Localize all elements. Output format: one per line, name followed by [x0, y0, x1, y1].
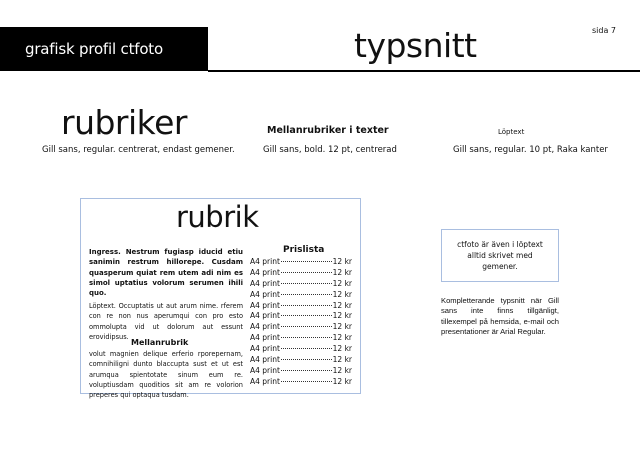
sample-ingress: Ingress. Nestrum fugiasp iducid etiu sanimin restrum hillorepe. Cusdam quasperum quiat rem utem adi nim es simol uptatius volorum serumen ihili quo.	[89, 248, 243, 298]
price-item-label: A4 print	[250, 289, 280, 299]
page-title: typsnitt	[354, 26, 477, 65]
price-item-value: 12 kr	[332, 322, 352, 332]
price-item-label: A4 print	[250, 257, 280, 266]
column-caption-mellanrubriker: Gill sans, bold. 12 pt, centrerad	[263, 145, 397, 155]
price-item-label: A4 print	[250, 311, 280, 321]
price-dot-leader	[281, 381, 332, 382]
sample-body: Löptext. Occuptatis ut aut arum nime. rferem con re non nus aperumqui con pro esto ommolupta vid ut dolorum aut essunt erovidipsus.	[89, 302, 243, 341]
price-item-label: A4 print	[250, 300, 280, 310]
price-dot-leader	[281, 272, 332, 273]
header-rule	[208, 70, 640, 72]
price-row	[250, 377, 352, 388]
price-row	[250, 279, 352, 290]
arial-note-text: Kompletterande typsnitt när Gill sans inte finns tillgänligt, tillexempel på hemsida, e-mail och presentationer är Arial Regular.	[441, 296, 559, 336]
price-dot-leader	[281, 283, 332, 284]
price-dot-leader	[281, 348, 332, 349]
price-item-label: A4 print	[250, 355, 280, 365]
price-dot-leader	[281, 294, 332, 295]
note-box-text: ctfoto är även i löptext alltid skrivet med gemener.	[457, 240, 543, 271]
sample-mid-heading: Mellanrubrik	[131, 338, 189, 347]
note-box	[441, 229, 559, 282]
price-row	[250, 322, 352, 333]
page-number: sida 7	[592, 26, 617, 35]
sample-heading: rubrik	[176, 200, 259, 234]
price-dot-leader	[281, 261, 332, 262]
price-item-value: 12 kr	[332, 355, 352, 365]
price-row	[250, 257, 352, 268]
price-row	[250, 301, 352, 312]
price-row	[250, 290, 352, 301]
column-caption-loptext: Gill sans, regular. 10 pt, Raka kanter	[453, 145, 608, 155]
price-list	[250, 257, 352, 388]
price-item-value: 12 kr	[332, 365, 352, 375]
price-row	[250, 366, 352, 377]
price-list-title: Prislista	[283, 245, 325, 255]
price-row	[250, 311, 352, 322]
price-item-label: A4 print	[250, 333, 280, 343]
price-row	[250, 268, 352, 279]
price-dot-leader	[281, 326, 332, 327]
price-item-value: 12 kr	[332, 278, 352, 288]
header-bar-text: grafisk profil ctfoto	[25, 40, 163, 58]
price-dot-leader	[281, 370, 332, 371]
price-dot-leader	[281, 305, 332, 306]
price-item-label: A4 print	[250, 376, 280, 386]
price-item-label: A4 print	[250, 322, 280, 332]
price-item-value: 12 kr	[332, 344, 352, 354]
column-heading-loptext: Löptext	[498, 128, 525, 136]
column-caption-rubriker: Gill sans, regular. centrerat, endast gemener.	[42, 145, 235, 155]
price-row	[250, 333, 352, 344]
price-item-value: 12 kr	[332, 311, 352, 321]
column-heading-mellanrubriker: Mellanrubriker i texter	[267, 125, 389, 136]
price-dot-leader	[281, 337, 332, 338]
price-item-value: 12 kr	[332, 257, 352, 266]
price-item-label: A4 print	[250, 365, 280, 375]
price-item-value: 12 kr	[332, 376, 352, 386]
price-item-value: 12 kr	[332, 289, 352, 299]
price-dot-leader	[281, 359, 332, 360]
price-item-value: 12 kr	[332, 333, 352, 343]
price-dot-leader	[281, 315, 332, 316]
price-item-label: A4 print	[250, 267, 280, 277]
price-item-label: A4 print	[250, 344, 280, 354]
price-item-label: A4 print	[250, 278, 280, 288]
sample-body-2: volut magnien delique erferio rporepernam, comnihiligni dunto blaccupta sust et ut est arumqua spientotate sinum eum re. voluptiusdam quoditios sit am re volorion preperes qui optaqua tusdam.	[89, 350, 243, 400]
column-heading-rubriker: rubriker	[61, 103, 187, 142]
price-item-value: 12 kr	[332, 300, 352, 310]
price-row	[250, 344, 352, 355]
price-row	[250, 355, 352, 366]
price-item-value: 12 kr	[332, 267, 352, 277]
